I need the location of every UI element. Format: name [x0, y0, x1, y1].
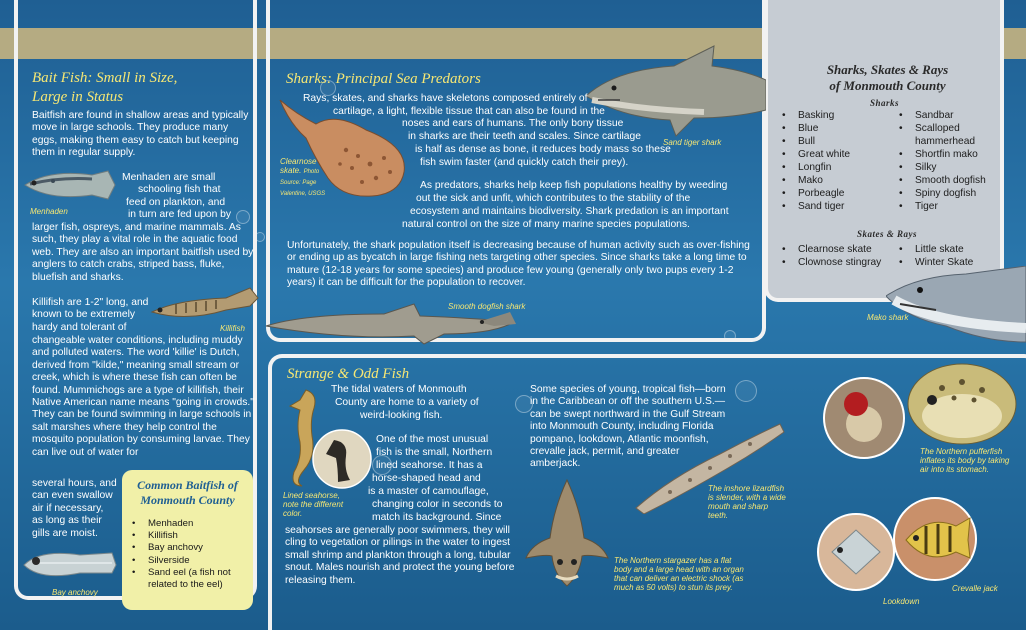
bait-fish-intro: Baitfish are found in shallow areas and typically move in large schools. They produce many eggs, making them easy to catch but keeping them in regular supply. [32, 110, 249, 159]
northern-stargazer-image [524, 478, 610, 588]
list-item: • Basking [780, 109, 890, 122]
sharks-p2-a: As predators, sharks help keep fish populations healthy by weeding [420, 180, 728, 191]
sharks-p1-c: noses and ears of humans. The only bony tissue [402, 118, 624, 129]
strange-p1-b: County are home to a variety of [335, 397, 479, 408]
sharks-label: Sharks [870, 98, 900, 108]
skates-rays-label: Skates & Rays [857, 229, 918, 239]
list-item: • Smooth dogfish [897, 174, 997, 187]
strange-p2-e: is a master of camouflage, [368, 486, 489, 497]
menhaden-image [20, 165, 125, 205]
strange-p2-a: One of the most unusual [376, 434, 489, 445]
list-item: • Bull [780, 135, 890, 148]
strange-p2-c: lined seahorse. It has a [376, 460, 483, 471]
killifish-image [146, 282, 268, 328]
strange-p2-b: fish is the small, Northern [376, 447, 493, 458]
skates-list-col1 [780, 243, 892, 269]
sharks-title: Sharks: Principal Sea Predators [286, 71, 481, 87]
strange-p3: Some species of young, tropical fish—born in the Caribbean or off the southern U.S.—can be swept northward in the Gulf Stream into Monmouth County, including Florida pompano, lookdown, Atlantic moonfish, crevalle jack, permit, and greater amberjack. [530, 384, 726, 470]
common-baitfish-title: Common Baitfish of Monmouth County [137, 478, 238, 507]
sharks-list-col1 [780, 109, 890, 213]
sharks-p2-b: out the sick and unfit, which contributes to the stability of the [416, 193, 691, 204]
sharks-p1-a: Rays, skates, and sharks have skeletons composed entirely of [303, 93, 588, 104]
list-item: • Menhaden [130, 518, 250, 530]
menhaden-text-rest: larger fish, ospreys, and marine mammals. As such, they play a vital role in the aquatic food web. They are also an important baitfish used by anglers to catch crabs, striped bass, fluke, bluefish and sharks. [32, 222, 254, 283]
strange-p2-rest: seahorses are generally poor swimmers, they will cling to vegetation or pilings in the water to ingest small shrimp and plankton through a long, tubular snout. Males nourish and protect the young before releasing them. [285, 525, 515, 586]
sharks-p2-d: natural control on the size of many marine species populations. [402, 219, 690, 230]
smooth-dogfish-caption: Smooth dogfish shark [448, 302, 526, 311]
ssr-title: Sharks, Skates & Rays of Monmouth County [826, 62, 949, 93]
strange-p2-d: horse-shaped head and [372, 473, 481, 484]
seahorse-caption: Lined seahorse, note the different color. [283, 491, 344, 518]
bay-anchovy-caption: Bay anchovy [52, 588, 98, 597]
sharks-list-col2 [897, 109, 997, 213]
northern-pufferfish-image [902, 352, 1026, 448]
strange-p1-a: The tidal waters of Monmouth [331, 384, 467, 395]
list-item: • Porbeagle [780, 187, 890, 200]
list-item: • Sandbar [897, 109, 997, 122]
menhaden-text-c: feed on plankton, and [126, 197, 226, 208]
sharks-p2-c: ecosystem and maintains biodiversity. Shark predation is an important [410, 206, 729, 217]
strange-p1-c: weird-looking fish. [360, 410, 443, 421]
list-item: • Mako [780, 174, 890, 187]
sharks-p3: Unfortunately, the shark population itself is decreasing because of human activity such as over-fishing or ending up as bycatch in large fishing nets targeting other species. Since sharks take a long time to mature (12-18 years for some species) and produce few young (generally only two pups every 1-2 years) it can be difficult for the population to recover. [287, 240, 750, 289]
bay-anchovy-image [20, 543, 120, 583]
pufferfish-caption: The Northern pufferfish inflates its body by taking air into its stomach. [920, 447, 1010, 474]
strange-p2-g: match its background. Since [372, 512, 502, 523]
sharks-p1-b: cartilage, a light, flexible tissue that can also be found in the [333, 106, 605, 117]
sand-tiger-caption: Sand tiger shark [663, 138, 722, 147]
lookdown-caption: Lookdown [883, 597, 920, 606]
list-item: • Scalloped hammerhead [897, 122, 997, 148]
lizardfish-caption: The inshore lizardfish is slender, with a wide mouth and sharp teeth. [708, 484, 786, 520]
list-item: • Sand eel (a fish not related to the eel) [130, 567, 250, 591]
stargazer-caption: The Northern stargazer has a flat body and a large head with an organ that can deliver an electric shock (as much as 50 volts) to stun its prey. [614, 556, 744, 592]
lookdown-image [816, 512, 896, 592]
list-item: • Little skate [897, 243, 997, 256]
strange-fish-title: Strange & Odd Fish [287, 366, 410, 382]
list-item: • Clownose stingray [780, 256, 892, 269]
sharks-p1-d: in sharks are their teeth and scales. Since cartilage [408, 131, 641, 142]
menhaden-text-a: Menhaden are small [122, 172, 216, 183]
list-item: • Tiger [897, 200, 997, 213]
crevalle-caption: Crevalle jack [952, 584, 998, 593]
killifish-caption: Killifish [220, 324, 245, 333]
list-item: • Killifish [130, 530, 250, 542]
pufferfish-hand-image [822, 376, 906, 460]
list-item: • Spiny dogfish [897, 187, 997, 200]
bait-fish-title: Bait Fish: Small in Size, Large in Status [32, 70, 178, 105]
mako-shark-image [886, 266, 1026, 346]
list-item: • Great white [780, 148, 890, 161]
list-item: • Sand tiger [780, 200, 890, 213]
menhaden-caption: Menhaden [30, 207, 68, 216]
list-item: • Winter Skate [897, 256, 997, 269]
killifish-text-a: Killifish are 1-2" long, and known to be extremely hardy and tolerant of [32, 297, 149, 333]
common-baitfish-box [122, 470, 253, 610]
menhaden-text-d: in turn are fed upon by [128, 209, 232, 220]
list-item: • Blue [780, 122, 890, 135]
menhaden-text-b: schooling fish that [138, 184, 221, 195]
list-item: • Shortfin mako [897, 148, 997, 161]
common-baitfish-list [130, 518, 250, 591]
list-item: • Clearnose skate [780, 243, 892, 256]
mako-caption: Mako shark [867, 313, 909, 322]
list-item: • Bay anchovy [130, 542, 250, 554]
crevalle-jack-image [892, 496, 978, 582]
sharks-p1-f: fish swim faster (and quickly catch their prey). [420, 157, 629, 168]
strange-p2-f: changing color in seconds to [372, 499, 503, 510]
list-item: • Silky [897, 161, 997, 174]
list-item: • Silverside [130, 555, 250, 567]
sharks-p1-e: is half as dense as bone, it reduces body mass so these [415, 144, 671, 155]
seahorse-dark-image [312, 428, 372, 490]
skate-caption: Clearnose skate. Photo Source: Page Valentine, USGS [280, 157, 326, 197]
killifish-text-rest: changeable water conditions, including muddy and polluted waters. The word 'killie' is Dutch, derived from "kilde," meaning small stream or creek, which is where these fish can often be found. Mummichogs are a type of killifish, their Native American name means "going in crowds." They can be found swimming in large schools in salt marshes where they help control the mosquito population by consuming larvae. They can live out of water for [32, 335, 254, 458]
list-item: • Longfin [780, 161, 890, 174]
killifish-text-end: several hours, and can even swallow air if necessary, as long as their gills are moist. [32, 478, 117, 539]
